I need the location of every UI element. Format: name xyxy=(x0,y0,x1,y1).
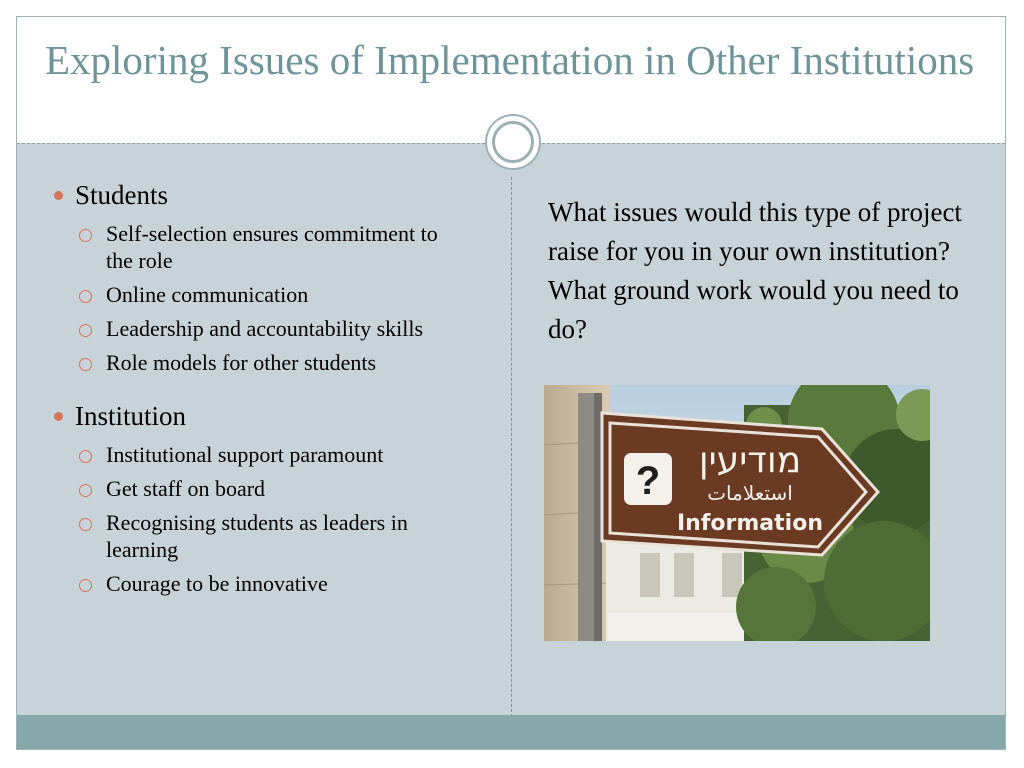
sub-bullet-text: Recognising students as leaders in learning xyxy=(106,510,408,562)
bullet-heading xyxy=(51,177,491,213)
ring-bullet-icon xyxy=(79,518,92,531)
bullet-heading xyxy=(51,398,491,434)
information-sign-photo xyxy=(544,385,930,641)
sub-bullet-list xyxy=(75,441,491,597)
sub-bullet-item xyxy=(75,315,446,342)
left-column xyxy=(51,177,491,619)
ring-bullet-icon xyxy=(79,324,92,337)
sub-bullet-item xyxy=(75,281,446,308)
sub-bullet-item xyxy=(75,475,446,502)
question-text: What issues would this type of project raise for you in your own institution? What ground work would you need to do? xyxy=(548,197,962,344)
sub-bullet-item xyxy=(75,441,446,468)
sub-bullet-item xyxy=(75,509,446,563)
ring-bullet-icon xyxy=(79,484,92,497)
sign-icon-text: ? xyxy=(635,459,661,503)
sub-bullet-item xyxy=(75,220,446,274)
slide-title: Exploring Issues of Implementation in Other Institutions xyxy=(45,37,975,83)
ring-ornament-icon xyxy=(485,114,541,170)
sign-text-english: Information xyxy=(677,511,823,536)
sign-text-hebrew: מודיעין xyxy=(698,440,802,481)
sub-bullet-text: Role models for other students xyxy=(106,350,377,375)
bullet-heading-text: Institution xyxy=(75,401,187,431)
bullet-heading-text: Students xyxy=(75,180,169,210)
ring-bullet-icon xyxy=(79,290,92,303)
ring-bullet-icon xyxy=(79,229,92,242)
sign-text-arabic: استعلامات xyxy=(707,481,793,505)
bullet-group-students xyxy=(51,177,491,376)
sub-bullet-text: Self-selection ensures commitment to the role xyxy=(106,221,438,273)
bullet-dot-icon xyxy=(54,412,63,421)
ring-bullet-icon xyxy=(79,579,92,592)
sub-bullet-text: Online communication xyxy=(106,282,309,307)
sub-bullet-text: Courage to be innovative xyxy=(106,571,328,596)
sub-bullet-item xyxy=(75,570,446,597)
slide xyxy=(16,16,1006,750)
sub-bullet-text: Leadership and accountability skills xyxy=(106,316,424,341)
column-divider xyxy=(511,177,512,717)
bullet-dot-icon xyxy=(54,191,63,200)
ring-bullet-icon xyxy=(79,358,92,371)
sub-bullet-text: Get staff on board xyxy=(106,476,266,501)
sub-bullet-item xyxy=(75,349,446,376)
footer-bar xyxy=(17,715,1005,749)
ring-bullet-icon xyxy=(79,450,92,463)
sub-bullet-list xyxy=(75,220,491,376)
sub-bullet-text: Institutional support paramount xyxy=(106,442,384,467)
bullet-group-institution xyxy=(51,398,491,597)
